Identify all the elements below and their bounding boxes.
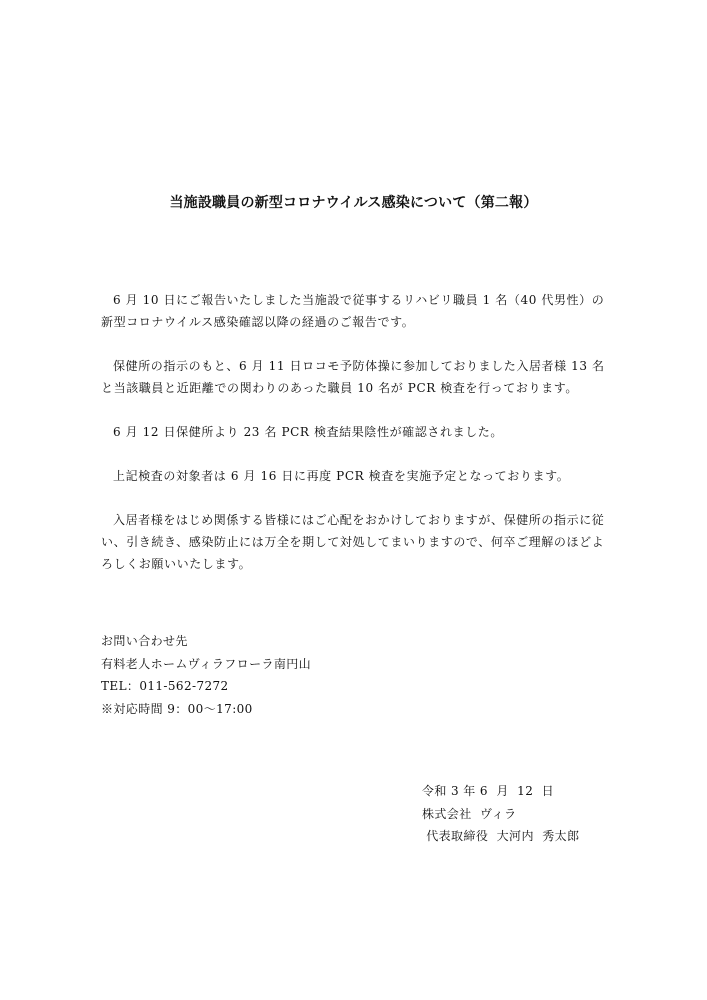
contact-tel: TEL：011-562-7272 [101, 679, 229, 693]
paragraph-report-intro: 6 月 10 日にご報告いたしました当施設で従事するリハビリ職員 1 名（40 代男性）の新型コロナウイルス感染確認以降の経過のご報告です。 [101, 293, 605, 329]
contact-block [101, 630, 311, 720]
contact-facility: 有料老人ホームヴィラフローラ南円山 [101, 656, 312, 671]
signature-date: 令和 3 年 6 月 12 日 [422, 784, 555, 798]
contact-heading: お問い合わせ先 [101, 634, 188, 648]
document-body [101, 289, 607, 597]
paragraph-retest-schedule: 上記検査の対象者は 6 月 16 日に再度 PCR 検査を実施予定となっております。 [113, 469, 570, 483]
contact-hours: ※対応時間 9：00～17:00 [101, 701, 253, 716]
document-title: 当施設職員の新型コロナウイルス感染について（第二報） [169, 195, 538, 211]
paragraph-pcr-result: 6 月 12 日保健所より 23 名 PCR 検査結果陰性が確認されました。 [113, 425, 503, 439]
signature-representative: 代表取締役 大河内 秀太郎 [422, 829, 580, 843]
paragraph-pcr-testing: 保健所の指示のもと、6 月 11 日ロコモ予防体操に参加しておりました入居者様 13 名と当該職員と近距離での関わりのあった職員 10 名が PCR 検査を行っております。 [101, 359, 605, 395]
paragraph-apology: 入居者様をはじめ関係する皆様にはご心配をおかけしておりますが、保健所の指示に従い、引き続き、感染防止には万全を期して対処してまいりますので、何卒ご理解のほどよろしくお願いいたします。 [101, 513, 605, 571]
signature-block [422, 780, 579, 848]
signature-company: 株式会社 ヴィラ [422, 806, 517, 821]
